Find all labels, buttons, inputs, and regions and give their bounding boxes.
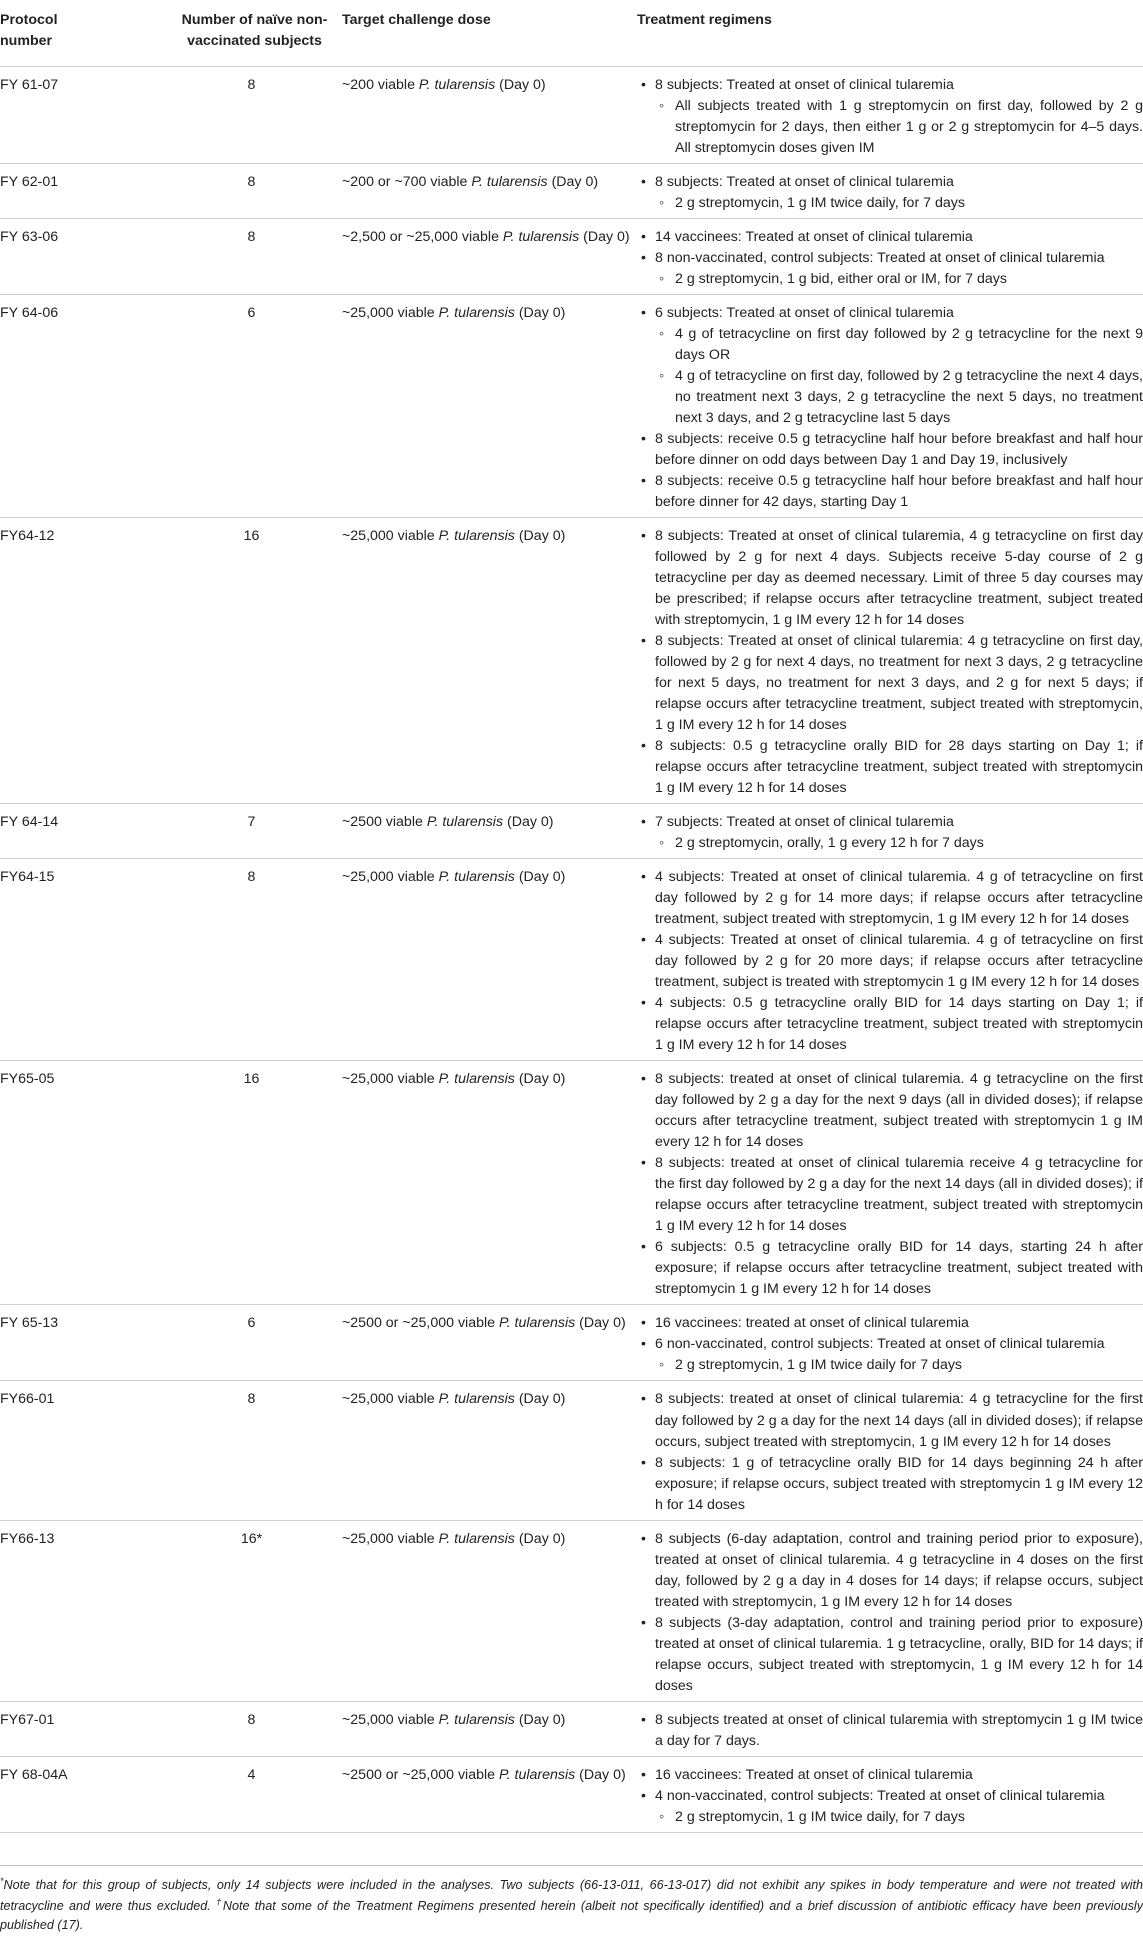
organism-name: P. tularensis — [438, 1391, 515, 1408]
treatment-text: • 8 subjects (6-day adaptation, control and training period prior to exposure), treated at onset of clinical tularemia. 4 g tetracycline in 4 doses on the first day, followed by 2 g a day in 4 doses for 14 days; if relapse occurs, subject treated with streptomycin, 1 g IM every 12 h for 14 doses — [655, 1530, 1143, 1610]
dose-text: (Day 0) — [495, 76, 546, 93]
table-row — [0, 294, 1143, 517]
header-row — [0, 0, 1143, 66]
footnote-dagger-mark: † — [216, 1896, 223, 1907]
treatment-regimens-cell — [637, 1701, 1143, 1756]
organism-name: P. tularensis — [438, 1530, 515, 1547]
treatment-text: • 8 subjects treated at onset of clinical tularemia with streptomycin 1 g IM twice a day for 7 days. — [655, 1711, 1143, 1749]
treatment-regimens-cell — [637, 1381, 1143, 1520]
treatment-text: • 8 subjects: treated at onset of clinical tularemia receive 4 g tetracycline for the first day followed by 2 g a day for the next 14 days (all in divided doses); if relapse occurs after tetracycline treatment, subject treated with streptomycin 1 g IM every 12 h for 14 doses — [655, 1155, 1143, 1235]
table-row — [0, 218, 1143, 294]
challenge-dose-cell — [342, 218, 637, 294]
treatment-list — [637, 172, 1143, 214]
treatment-item — [655, 75, 1143, 159]
subjects-count-cell: 8 — [167, 163, 342, 218]
treatment-item — [655, 1334, 1143, 1376]
footnote-dagger-text: Note that some of the Treatment Regimens presented herein (albeit not specifically identified) and a brief discussion of antibiotic efficacy have been previously published ( — [0, 1898, 1143, 1933]
table-row — [0, 1520, 1143, 1701]
treatment-text: • 8 subjects: Treated at onset of clinical tularemia, 4 g tetracycline on first day followed by 2 g for next 4 days. Subjects receive 5-day course of 2 g tetracycline per day as deemed necessary. Limit of three 5 day courses may be prescribed; if relapse occurs after tetracycline treatment, subject treated with streptomycin, 1 g IM every 12 h for 14 doses — [655, 527, 1143, 628]
treatment-text: • 8 subjects: Treated at onset of clinical tularemia — [655, 76, 954, 93]
protocol-number-cell: FY 65-13 — [0, 1305, 167, 1381]
treatment-text: • 4 subjects: Treated at onset of clinical tularemia. 4 g of tetracycline on first day followed by 2 g for 20 more days; if relapse occurs after tetracycline treatment, subject is treated with streptomycin 1 g IM every 12 h for 14 doses — [655, 932, 1143, 991]
treatment-text: • 8 subjects: treated at onset of clinical tularemia. 4 g tetracycline on the first day followed by 2 g a day for the next 9 days (all in divided doses); if relapse occurs after tetracycline treatment, subject treated with streptomycin 1 g IM every 12 h for 14 doses — [655, 1071, 1143, 1151]
dose-text: ~25,000 viable — [342, 527, 439, 544]
dose-text: ~25,000 viable — [342, 304, 439, 321]
footnote-asterisk-text: Note that for this group of subjects, only 14 subjects were included in the analyses. Two subjects (66-13-011, 66-13-017) did not exhibit any spikes in body temperature and were not treated with tetracycline and were thus excluded. — [0, 1878, 1143, 1913]
organism-name: P. tularensis — [438, 527, 515, 544]
subjects-count-cell: 16* — [167, 1520, 342, 1701]
treatment-text: • 6 subjects: 0.5 g tetracycline orally BID for 14 days, starting 24 h after exposure; if relapse occurs after tetracycline treatment, subject treated with streptomycin 1 g IM every 12 h for 14 doses — [655, 1239, 1143, 1298]
challenge-dose-cell — [342, 66, 637, 163]
treatment-regimens-cell — [637, 517, 1143, 803]
organism-name: P. tularensis — [438, 1711, 515, 1728]
treatment-subitem: ◦ All subjects treated with 1 g streptomycin on first day, followed by 2 g streptomycin for 2 days, then either 1 g or 2 g streptomycin for 4–5 days. All streptomycin doses given IM — [675, 96, 1143, 159]
protocol-number-cell: FY66-13 — [0, 1520, 167, 1701]
challenge-dose-cell — [342, 1061, 637, 1305]
treatment-item — [655, 227, 1143, 248]
footnote-reference-link[interactable]: 17 — [61, 1918, 76, 1933]
footnote-asterisk-mark: * — [0, 1876, 4, 1886]
table-row — [0, 1305, 1143, 1381]
treatment-item — [655, 736, 1143, 799]
treatment-list — [637, 1069, 1143, 1300]
treatment-regimens-cell — [637, 66, 1143, 163]
treatment-text: • 16 vaccinees: treated at onset of clinical tularemia — [655, 1315, 969, 1332]
treatment-sublist — [655, 96, 1143, 159]
treatment-item — [655, 812, 1143, 854]
treatment-item — [655, 1237, 1143, 1300]
protocol-number-cell: FY 68-04A — [0, 1756, 167, 1832]
treatment-regimens-cell — [637, 218, 1143, 294]
treatment-item — [655, 867, 1143, 930]
treatment-list — [637, 1389, 1143, 1515]
table-row — [0, 804, 1143, 859]
treatment-item — [655, 1529, 1143, 1613]
protocol-number-cell: FY 63-06 — [0, 218, 167, 294]
treatment-sublist — [655, 1355, 1143, 1376]
treatment-item — [655, 1069, 1143, 1153]
dose-text: ~25,000 viable — [342, 1391, 439, 1408]
protocol-number-cell: FY 64-06 — [0, 294, 167, 517]
subjects-count-cell: 8 — [167, 218, 342, 294]
treatment-sublist — [655, 193, 1143, 214]
challenge-dose-cell — [342, 859, 637, 1061]
treatment-text: • 4 subjects: 0.5 g tetracycline orally BID for 14 days starting on Day 1; if relapse occurs after tetracycline treatment, subject treated with streptomycin 1 g IM every 12 h for 14 doses — [655, 995, 1143, 1054]
treatment-sublist — [655, 1807, 1143, 1828]
treatment-item — [655, 172, 1143, 214]
table-row — [0, 1061, 1143, 1305]
dose-text: ~25,000 viable — [342, 1530, 439, 1547]
treatment-regimens-cell — [637, 1305, 1143, 1381]
treatment-list — [637, 227, 1143, 290]
organism-name: P. tularensis — [498, 1766, 576, 1783]
treatment-list — [637, 1765, 1143, 1828]
organism-name: P. tularensis — [418, 76, 496, 93]
subjects-count-cell: 6 — [167, 1305, 342, 1381]
subjects-count-cell: 8 — [167, 859, 342, 1061]
treatment-subitem: ◦ 2 g streptomycin, 1 g IM twice daily for 7 days — [675, 1355, 1143, 1376]
treatment-text: • 7 subjects: Treated at onset of clinical tularemia — [655, 814, 954, 831]
treatment-text: • 14 vaccinees: Treated at onset of clinical tularemia — [655, 228, 973, 245]
treatment-item — [655, 1765, 1143, 1786]
treatment-regimens-cell — [637, 163, 1143, 218]
treatment-list — [637, 867, 1143, 1056]
treatment-sublist — [655, 269, 1143, 290]
dose-text: ~200 or ~700 viable — [342, 173, 472, 190]
organism-name: P. tularensis — [438, 869, 515, 886]
dose-text: ~2500 or ~25,000 viable — [342, 1315, 499, 1332]
protocol-number-cell: FY64-12 — [0, 517, 167, 803]
treatment-regimens-cell — [637, 859, 1143, 1061]
treatment-item — [655, 631, 1143, 736]
challenge-dose-cell — [342, 1520, 637, 1701]
dose-text: (Day 0) — [575, 1315, 626, 1332]
header-treatment-regimens: Treatment regimens — [637, 0, 1143, 66]
protocol-number-cell: FY67-01 — [0, 1701, 167, 1756]
dose-text: ~2500 or ~25,000 viable — [342, 1766, 499, 1783]
table-header — [0, 0, 1143, 66]
treatment-subitem: ◦ 2 g streptomycin, orally, 1 g every 12 h for 7 days — [675, 833, 1143, 854]
challenge-dose-cell — [342, 294, 637, 517]
subjects-count-cell: 8 — [167, 66, 342, 163]
treatment-text: • 8 subjects: receive 0.5 g tetracycline half hour before breakfast and half hour before dinner on odd days between Day 1 and Day 19, inclusively — [655, 430, 1143, 468]
organism-name: P. tularensis — [498, 1315, 576, 1332]
header-protocol-number: Protocol number — [0, 0, 167, 66]
treatment-list — [637, 303, 1143, 513]
dose-text: (Day 0) — [514, 869, 566, 886]
treatment-item — [655, 1710, 1143, 1752]
challenge-dose-cell — [342, 1756, 637, 1832]
subjects-count-cell: 8 — [167, 1381, 342, 1520]
treatment-list — [637, 1529, 1143, 1697]
treatment-subitem: ◦ 2 g streptomycin, 1 g IM twice daily, for 7 days — [675, 193, 1143, 214]
treatment-text: • 6 non-vaccinated, control subjects: Treated at onset of clinical tularemia — [655, 1336, 1105, 1353]
dose-text: (Day 0) — [575, 1766, 626, 1783]
table-row — [0, 1381, 1143, 1520]
dose-text: (Day 0) — [514, 527, 566, 544]
dose-text: (Day 0) — [514, 304, 566, 321]
dose-text: ~2,500 or ~25,000 viable — [342, 228, 503, 245]
treatment-text: • 8 subjects: Treated at onset of clinical tularemia — [655, 173, 954, 190]
table-row — [0, 1756, 1143, 1832]
challenge-dose-cell — [342, 1305, 637, 1381]
treatment-text: • 8 subjects: Treated at onset of clinical tularemia: 4 g tetracycline on first day, followed by 2 g for next 4 days, no treatment for next 3 days, 2 g tetracycline for next 5 days, no treatment for next 3 days, and 2 g for next 5 days; if relapse occurs after tetracycline treatment, subject treated with streptomycin, 1 g IM every 12 h for 14 doses — [655, 632, 1143, 734]
treatment-subitem: ◦ 2 g streptomycin, 1 g IM twice daily, for 7 days — [675, 1807, 1143, 1828]
dose-text: ~2500 viable — [342, 814, 427, 831]
treatment-text: • 8 subjects: treated at onset of clinical tularemia: 4 g tetracycline for the first day followed by 2 g a day for the next 14 days (all in divided doses); if relapse occurs, subject treated with streptomycin, 1 g IM every 12 h for 14 doses — [655, 1391, 1143, 1450]
treatment-list — [637, 75, 1143, 159]
protocol-number-cell: FY64-15 — [0, 859, 167, 1061]
treatment-item — [655, 429, 1143, 471]
challenge-dose-cell — [342, 163, 637, 218]
subjects-count-cell: 6 — [167, 294, 342, 517]
treatment-subitem: ◦ 2 g streptomycin, 1 g bid, either oral or IM, for 7 days — [675, 269, 1143, 290]
subjects-count-cell: 7 — [167, 804, 342, 859]
protocol-number-cell: FY 62-01 — [0, 163, 167, 218]
challenge-dose-cell — [342, 1381, 637, 1520]
dose-text: ~25,000 viable — [342, 1071, 439, 1088]
dose-text: (Day 0) — [514, 1391, 566, 1408]
treatment-item — [655, 471, 1143, 513]
treatment-text: • 4 subjects: Treated at onset of clinical tularemia. 4 g of tetracycline on first day followed by 2 g for 14 more days; if relapse occurs after tetracycline treatment, subject treated with streptomycin, 1 g IM every 12 h for 14 doses — [655, 869, 1143, 928]
treatment-text: • 8 subjects: 0.5 g tetracycline orally BID for 28 days starting on Day 1; if relapse occurs after tetracycline treatment, subject treated with streptomycin 1 g IM every 12 h for 14 doses — [655, 738, 1143, 797]
organism-name: P. tularensis — [438, 304, 515, 321]
dose-text: (Day 0) — [514, 1071, 566, 1088]
treatment-regimens-cell — [637, 294, 1143, 517]
treatment-text: • 8 subjects: receive 0.5 g tetracycline half hour before breakfast and half hour before dinner for 42 days, starting Day 1 — [655, 472, 1143, 510]
treatment-text: • 6 subjects: Treated at onset of clinical tularemia — [655, 304, 954, 321]
treatment-text: • 8 subjects: 1 g of tetracycline orally BID for 14 days beginning 24 h after exposure; if relapse occurs, subject treated with streptomycin 1 g IM every 12 h for 14 doses — [655, 1454, 1143, 1513]
treatment-item — [655, 248, 1143, 290]
treatment-regimens-cell — [637, 1520, 1143, 1701]
footnote-closing-text: ). — [75, 1918, 84, 1933]
treatment-list — [637, 526, 1143, 799]
dose-text: (Day 0) — [514, 1711, 566, 1728]
dose-text: ~25,000 viable — [342, 869, 439, 886]
table-row — [0, 163, 1143, 218]
header-target-challenge-dose: Target challenge dose — [342, 0, 637, 66]
organism-name: P. tularensis — [471, 173, 548, 190]
table-row — [0, 859, 1143, 1061]
header-number-of-subjects: Number of naïve non-vaccinated subjects — [167, 0, 342, 66]
protocol-number-cell: FY65-05 — [0, 1061, 167, 1305]
dose-text: (Day 0) — [503, 814, 554, 831]
protocol-number-cell: FY 64-14 — [0, 804, 167, 859]
treatment-subitem: ◦ 4 g of tetracycline on first day followed by 2 g tetracycline for the next 9 days OR — [675, 324, 1143, 366]
treatment-text: • 8 non-vaccinated, control subjects: Treated at onset of clinical tularemia — [655, 249, 1105, 266]
treatment-regimens-cell — [637, 804, 1143, 859]
treatment-text: • 4 non-vaccinated, control subjects: Treated at onset of clinical tularemia — [655, 1787, 1105, 1804]
table-footnote — [0, 1865, 1143, 1936]
organism-name: P. tularensis — [438, 1071, 515, 1088]
challenge-dose-cell — [342, 517, 637, 803]
dose-text: ~200 viable — [342, 76, 419, 93]
treatment-list — [637, 812, 1143, 854]
treatment-item — [655, 993, 1143, 1056]
subjects-count-cell: 16 — [167, 517, 342, 803]
treatment-item — [655, 303, 1143, 429]
treatment-sublist — [655, 324, 1143, 429]
table-row — [0, 66, 1143, 163]
treatment-item — [655, 1389, 1143, 1452]
organism-name: P. tularensis — [502, 228, 580, 245]
organism-name: P. tularensis — [426, 814, 504, 831]
dose-text: ~25,000 viable — [342, 1711, 439, 1728]
treatment-list — [637, 1313, 1143, 1376]
dose-text: (Day 0) — [514, 1530, 566, 1547]
treatment-item — [655, 930, 1143, 993]
treatment-item — [655, 1153, 1143, 1237]
treatment-item — [655, 1313, 1143, 1334]
treatment-item — [655, 526, 1143, 631]
treatment-list — [637, 1710, 1143, 1752]
dose-text: (Day 0) — [579, 228, 630, 245]
challenge-dose-cell — [342, 804, 637, 859]
treatment-item — [655, 1453, 1143, 1516]
table-body — [0, 66, 1143, 1832]
protocol-number-cell: FY66-01 — [0, 1381, 167, 1520]
treatment-regimens-cell — [637, 1061, 1143, 1305]
treatment-text: • 8 subjects (3-day adaptation, control and training period prior to exposure) treated at onset of clinical tularemia. 1 g tetracycline, orally, BID for 14 days; if relapse occurs, subject treated with streptomycin, 1 g IM every 12 h for 14 doses — [655, 1614, 1143, 1694]
challenge-dose-cell — [342, 1701, 637, 1756]
treatment-item — [655, 1613, 1143, 1697]
table-row — [0, 1701, 1143, 1756]
subjects-count-cell: 8 — [167, 1701, 342, 1756]
treatment-text: • 16 vaccinees: Treated at onset of clinical tularemia — [655, 1766, 973, 1783]
table-row — [0, 517, 1143, 803]
subjects-count-cell: 4 — [167, 1756, 342, 1832]
treatment-regimens-cell — [637, 1756, 1143, 1832]
dose-text: (Day 0) — [547, 173, 599, 190]
treatment-sublist — [655, 833, 1143, 854]
treatment-item — [655, 1786, 1143, 1828]
treatment-subitem: ◦ 4 g of tetracycline on first day, followed by 2 g tetracycline the next 4 days, no treatment next 3 days, 2 g tetracycline the next 5 days, no treatment next 3 days, and 2 g tetracycline last 5 days — [675, 366, 1143, 429]
protocol-number-cell: FY 61-07 — [0, 66, 167, 163]
subjects-count-cell: 16 — [167, 1061, 342, 1305]
